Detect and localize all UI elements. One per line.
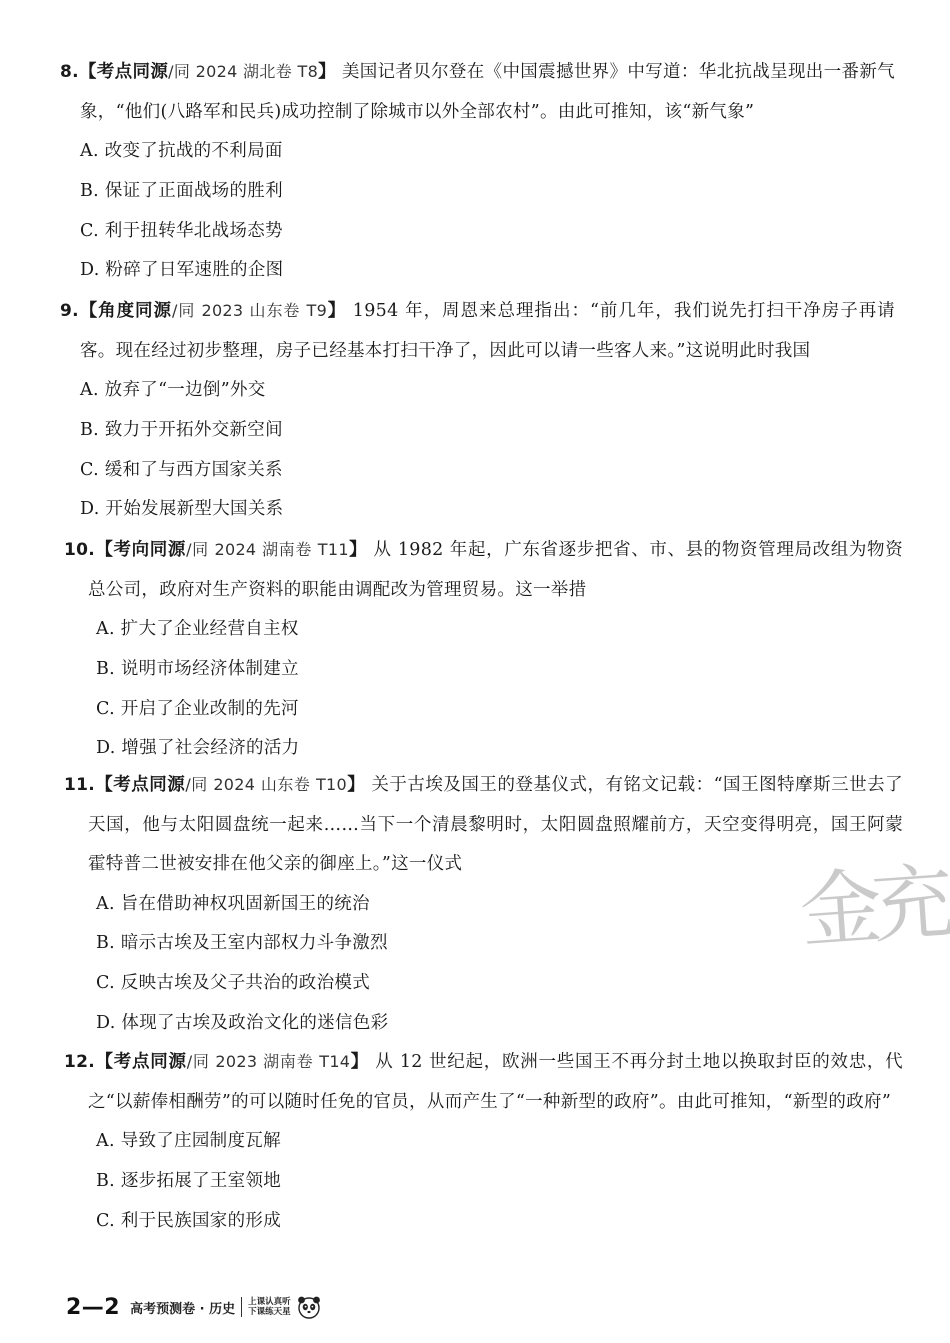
question-tag-source: /同 2024 湖南卷 T11 <box>186 540 349 559</box>
option-a[interactable]: A. 导致了庄园制度瓦解 <box>96 1131 281 1151</box>
option-d[interactable]: D. 增强了社会经济的活力 <box>96 738 300 759</box>
question-tag-type: 考向同源 <box>113 540 187 560</box>
option-b[interactable]: B. 致力于开拓外交新空间 <box>80 419 283 440</box>
question-stem: 10.【考向同源/同 2024 湖南卷 T11】 从 1982 年起，广东省逐步把省、市、县的物资管理局改组为物资总公司，政府对生产资料的职能由调配改为管理贸易。这一举措 <box>64 540 903 600</box>
option-b[interactable]: B. 保证了正面战场的胜利 <box>80 180 283 201</box>
question-tag-source: /同 2023 山东卷 T9 <box>172 301 328 320</box>
footer-title: 高考预测卷 · 历史 <box>130 1301 236 1317</box>
question-number: 10. <box>64 540 96 560</box>
option-c[interactable]: C. 反映古埃及父子共治的政治模式 <box>96 973 370 994</box>
question-8 <box>0 52 950 291</box>
panda-mascot-icon <box>295 1293 323 1321</box>
option-a[interactable]: A. 改变了抗战的不利局面 <box>80 141 283 161</box>
question-number: 8. <box>60 62 79 82</box>
question-tag-type: 考点同源 <box>113 775 186 795</box>
option-d[interactable]: D. 体现了古埃及政治文化的迷信色彩 <box>96 1012 389 1033</box>
option-c[interactable]: C. 缓和了与西方国家关系 <box>80 459 283 480</box>
question-stem: 11.【考点同源/同 2024 山东卷 T10】 关于古埃及国王的登基仪式，有铭文记载：“国王图特摩斯三世去了天国，他与太阳圆盘统一起来……当下一个清晨黎明时，太阳圆盘照耀前方，天空变得明亮，国王阿蒙霍特普二世被安排在他父亲的御座上。”这一仪式 <box>64 775 903 874</box>
page-number: 2—2 <box>66 1294 121 1320</box>
question-text: 1954 年，周恩来总理指出：“前几年，我们说先打扫干净房子再请客。现在经过初步整理，房子已经基本打扫干净了，因此可以请一些客人来。”这说明此时我国 <box>80 301 895 361</box>
slogan-line-1: 上课认真听 <box>248 1297 291 1307</box>
question-tag-type: 考点同源 <box>96 62 169 82</box>
question-number: 9. <box>60 301 79 321</box>
option-b[interactable]: B. 逐步拓展了王室领地 <box>96 1170 282 1191</box>
question-text: 从 12 世纪起，欧洲一些国王不再分封土地以换取封臣的效忠，代之“以薪俸相酬劳”的可以随时任免的官员，从而产生了“一种新型的政府”。由此可推知，“新型的政府” <box>88 1052 903 1112</box>
option-a[interactable]: A. 扩大了企业经营自主权 <box>96 619 299 639</box>
question-number: 12. <box>64 1052 96 1072</box>
option-a[interactable]: A. 放弃了“一边倒”外交 <box>80 380 266 400</box>
question-12 <box>0 1042 950 1241</box>
question-10 <box>0 530 950 769</box>
footer-divider <box>241 1297 242 1317</box>
option-d[interactable]: D. 开始发展新型大国关系 <box>80 499 284 520</box>
question-stem: 9.【角度同源/同 2023 山东卷 T9】 1954 年，周恩来总理指出：“前几年，我们说先打扫干净房子再请客。现在经过初步整理，房子已经基本打扫干净了，因此可以请一些客人来。”这说明此时我国 <box>60 301 895 361</box>
question-tag-source: /同 2023 湖南卷 T14 <box>186 1052 351 1071</box>
option-a[interactable]: A. 旨在借助神权巩固新国王的统治 <box>96 893 370 914</box>
question-tag-source: /同 2024 山东卷 T10 <box>185 775 348 794</box>
option-d[interactable]: D. 粉碎了日军速胜的企图 <box>80 260 284 281</box>
slogan-line-2: 下课练天星 <box>248 1307 291 1317</box>
question-tag-source: /同 2024 湖北卷 T8 <box>168 62 319 81</box>
question-tag-type: 考点同源 <box>113 1052 187 1072</box>
option-c[interactable]: C. 利于民族国家的形成 <box>96 1210 281 1231</box>
question-number: 11. <box>64 775 96 795</box>
question-text: 从 1982 年起，广东省逐步把省、市、县的物资管理局改组为物资总公司，政府对生产资料的职能由调配改为管理贸易。这一举措 <box>88 540 903 600</box>
question-9 <box>0 291 950 530</box>
option-c[interactable]: C. 利于扭转华北战场态势 <box>80 220 283 241</box>
option-c[interactable]: C. 开启了企业改制的先河 <box>96 698 299 719</box>
question-stem: 12.【考点同源/同 2023 湖南卷 T14】 从 12 世纪起，欧洲一些国王不再分封土地以换取封臣的效忠，代之“以薪俸相酬劳”的可以随时任免的官员，从而产生了“一种新型的政府”。由此可推知，“新型的政府” <box>64 1052 903 1112</box>
footer-slogan <box>248 1297 291 1317</box>
question-stem: 8.【考点同源/同 2024 湖北卷 T8】 美国记者贝尔登在《中国震撼世界》中写道：华北抗战呈现出一番新气象，“他们(八路军和民兵)成功控制了除城市以外全部农村”。由此可推知，该“新气象” <box>60 62 895 122</box>
watermark: 金充 <box>796 855 948 961</box>
question-text: 美国记者贝尔登在《中国震撼世界》中写道：华北抗战呈现出一番新气象，“他们(八路军和民兵)成功控制了除城市以外全部农村”。由此可推知，该“新气象” <box>80 62 895 122</box>
option-b[interactable]: B. 暗示古埃及王室内部权力斗争激烈 <box>96 933 388 954</box>
option-b[interactable]: B. 说明市场经济体制建立 <box>96 658 299 679</box>
page-footer <box>66 1287 323 1327</box>
question-tag-type: 角度同源 <box>98 301 173 321</box>
question-text: 关于古埃及国王的登基仪式，有铭文记载：“国王图特摩斯三世去了天国，他与太阳圆盘统一起来……当下一个清晨黎明时，太阳圆盘照耀前方，天空变得明亮，国王阿蒙霍特普二世被安排在他父亲的御座上。”这一仪式 <box>88 775 903 874</box>
